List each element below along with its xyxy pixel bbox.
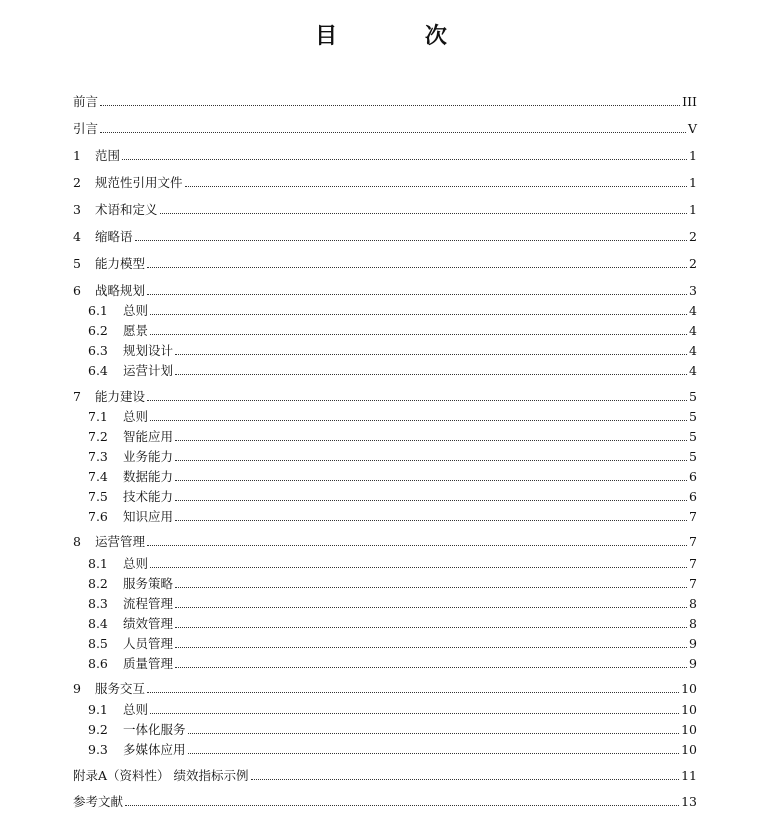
toc-entry-page: 10 (681, 742, 697, 757)
toc-entry[interactable] (0, 282, 762, 300)
toc-entry[interactable] (0, 322, 762, 340)
toc-entry[interactable] (0, 147, 762, 165)
toc-entry-number: 4 (73, 229, 81, 244)
toc-entry-page: V (687, 121, 697, 136)
toc-entry-label: 引言 (73, 121, 99, 136)
dot-leader (150, 322, 687, 335)
toc-entry[interactable] (0, 228, 762, 246)
toc-entry[interactable] (0, 575, 762, 593)
toc-entry-page: 5 (689, 409, 697, 424)
toc-entry-label: 业务能力 (123, 449, 174, 464)
toc-entry-label: 前言 (73, 94, 99, 109)
toc-entry-label: 总则 (123, 702, 149, 717)
toc-entry-page: 4 (689, 303, 697, 318)
toc-entry-number: 6.1 (88, 303, 108, 318)
toc-entry[interactable] (0, 533, 762, 551)
toc-entry-number: 8.5 (88, 636, 108, 651)
toc-entry-number: 8.2 (88, 576, 108, 591)
toc-entry-number: 7.6 (88, 509, 108, 524)
toc-entry[interactable] (0, 721, 762, 739)
dot-leader (147, 255, 687, 268)
toc-entry-page: 7 (689, 509, 697, 524)
toc-entry[interactable] (0, 120, 762, 138)
toc-entry-label: 一体化服务 (123, 722, 186, 737)
page-title: 目 次 (315, 24, 487, 49)
toc-entry-page: 8 (689, 616, 697, 631)
toc-entry-page: 7 (689, 576, 697, 591)
toc-entry[interactable] (0, 174, 762, 192)
toc-entry-number: 8.1 (88, 556, 108, 571)
toc-entry-number: 9.2 (88, 722, 108, 737)
toc-entry-label: 质量管理 (123, 656, 174, 671)
toc-entry-label: 术语和定义 (95, 202, 158, 217)
toc-entry-label: 总则 (123, 409, 149, 424)
toc-entry[interactable] (0, 362, 762, 380)
dot-leader (188, 741, 680, 754)
toc-entry-number: 1 (73, 148, 81, 163)
toc-entry-page: 6 (689, 489, 697, 504)
dot-leader (100, 93, 680, 106)
toc-entry-page: 5 (689, 449, 697, 464)
toc-entry-number: 9 (73, 681, 81, 696)
dot-leader (175, 448, 687, 461)
dot-leader (175, 468, 687, 481)
dot-leader (175, 575, 687, 588)
toc-entry-page: 11 (681, 768, 697, 783)
dot-leader (100, 120, 686, 133)
toc-entry-number: 5 (73, 256, 81, 271)
toc-entry-page: 10 (681, 681, 697, 696)
toc-entry[interactable] (0, 595, 762, 613)
toc-entry-label: 范围 (95, 148, 121, 163)
toc-entry-label: 运营管理 (95, 534, 146, 549)
dot-leader (160, 201, 688, 214)
dot-leader (125, 793, 679, 806)
toc-entry-number: 7.1 (88, 409, 108, 424)
toc-entry[interactable] (0, 201, 762, 219)
toc-entry[interactable] (0, 342, 762, 360)
dot-leader (175, 635, 687, 648)
toc-entry[interactable] (0, 701, 762, 719)
dot-leader (135, 228, 688, 241)
toc-entry[interactable] (0, 508, 762, 526)
dot-leader (175, 508, 687, 521)
toc-entry[interactable] (0, 448, 762, 466)
toc-entry-label: 服务策略 (123, 576, 174, 591)
toc-entry-label: 多媒体应用 (123, 742, 186, 757)
dot-leader (147, 282, 687, 295)
toc-entry[interactable] (0, 468, 762, 486)
toc-entry[interactable] (0, 680, 762, 698)
toc-entry-number: 8.6 (88, 656, 108, 671)
toc-entry-label: 技术能力 (123, 489, 174, 504)
toc-entry-label: 愿景 (123, 323, 149, 338)
toc-entry-number: 7 (73, 389, 81, 404)
toc-entry-page: 13 (681, 794, 697, 809)
toc-entry-number: 6 (73, 283, 81, 298)
toc-entry-page: 2 (689, 256, 697, 271)
toc-entry-page: 4 (689, 323, 697, 338)
toc-entry-label: 参考文献 (73, 794, 124, 809)
dot-leader (175, 595, 687, 608)
toc-entry-page: 4 (689, 363, 697, 378)
toc-entry-page: 8 (689, 596, 697, 611)
toc-entry-number: 6.4 (88, 363, 108, 378)
dot-leader (175, 615, 687, 628)
toc-entry-page: 3 (689, 283, 697, 298)
toc-entry[interactable] (0, 408, 762, 426)
toc-entry-page: 7 (689, 556, 697, 571)
toc-entry-number: 8.4 (88, 616, 108, 631)
toc-entry-number: 3 (73, 202, 81, 217)
toc-entry-label: 知识应用 (123, 509, 174, 524)
toc-entry-label: 人员管理 (123, 636, 174, 651)
toc-entry-label: 能力建设 (95, 389, 146, 404)
toc-entry-page: 7 (689, 534, 697, 549)
toc-entry-number: 6.3 (88, 343, 108, 358)
dot-leader (175, 362, 687, 375)
dot-leader (122, 147, 687, 160)
toc-entry-number: 8.3 (88, 596, 108, 611)
toc-entry-label: 数据能力 (123, 469, 174, 484)
toc-entry-number: 7.5 (88, 489, 108, 504)
toc-entry[interactable] (0, 615, 762, 633)
toc-entry[interactable] (0, 635, 762, 653)
dot-leader (147, 533, 687, 546)
dot-leader (150, 302, 687, 315)
toc-entry-label: 流程管理 (123, 596, 174, 611)
toc-entry-page: 10 (681, 702, 697, 717)
toc-entry-page: 5 (689, 429, 697, 444)
toc-entry-label: 智能应用 (123, 429, 174, 444)
dot-leader (251, 767, 680, 780)
toc-entry-number: 2 (73, 175, 81, 190)
toc-entry[interactable] (0, 255, 762, 273)
toc-entry-page: 4 (689, 343, 697, 358)
toc-entry-label: 规划设计 (123, 343, 174, 358)
toc-entry-label: 绩效管理 (123, 616, 174, 631)
toc-entry-page: 1 (689, 175, 697, 190)
toc-entry-page: 9 (689, 656, 697, 671)
dot-leader (147, 388, 687, 401)
toc-entry[interactable] (0, 741, 762, 759)
toc-entry-label: 规范性引用文件 (95, 175, 183, 190)
toc-entry-number: 9.3 (88, 742, 108, 757)
toc-entry-page: 2 (689, 229, 697, 244)
toc-entry-page: 1 (689, 202, 697, 217)
toc-entry[interactable] (0, 428, 762, 446)
dot-leader (175, 655, 687, 668)
dot-leader (175, 428, 687, 441)
toc-entry[interactable] (0, 388, 762, 406)
toc-entry-page: 9 (689, 636, 697, 651)
toc-entry[interactable] (0, 793, 762, 811)
toc-entry-page: III (682, 94, 697, 109)
toc-entry[interactable] (0, 655, 762, 673)
toc-entry[interactable] (0, 93, 762, 111)
toc-entry-number: 7.2 (88, 429, 108, 444)
toc-entry-label: 服务交互 (95, 681, 146, 696)
toc-entry[interactable] (0, 555, 762, 573)
toc-entry-number: 8 (73, 534, 81, 549)
dot-leader (147, 680, 679, 693)
toc-entry-label: 缩略语 (95, 229, 133, 244)
dot-leader (150, 408, 687, 421)
dot-leader (150, 701, 679, 714)
toc-entry-page: 5 (689, 389, 697, 404)
dot-leader (175, 342, 687, 355)
toc-entry-page: 6 (689, 469, 697, 484)
toc-entry-number: 9.1 (88, 702, 108, 717)
toc-entry[interactable] (0, 767, 762, 785)
toc-entry-number: 7.4 (88, 469, 108, 484)
toc-entry[interactable] (0, 488, 762, 506)
dot-leader (185, 174, 688, 187)
dot-leader (175, 488, 687, 501)
dot-leader (150, 555, 687, 568)
toc-entry-label: 总则 (123, 556, 149, 571)
toc-entry-label: 总则 (123, 303, 149, 318)
dot-leader (188, 721, 680, 734)
toc-entry-page: 10 (681, 722, 697, 737)
toc-entry-number: 6.2 (88, 323, 108, 338)
toc-entry-label: 运营计划 (123, 363, 174, 378)
toc-entry-number: 7.3 (88, 449, 108, 464)
toc-entry-page: 1 (689, 148, 697, 163)
toc-entry-label: 附录A（资料性） 绩效指标示例 (73, 768, 249, 783)
toc-entry[interactable] (0, 302, 762, 320)
toc-entry-label: 战略规划 (95, 283, 146, 298)
toc-entry-label: 能力模型 (95, 256, 146, 271)
